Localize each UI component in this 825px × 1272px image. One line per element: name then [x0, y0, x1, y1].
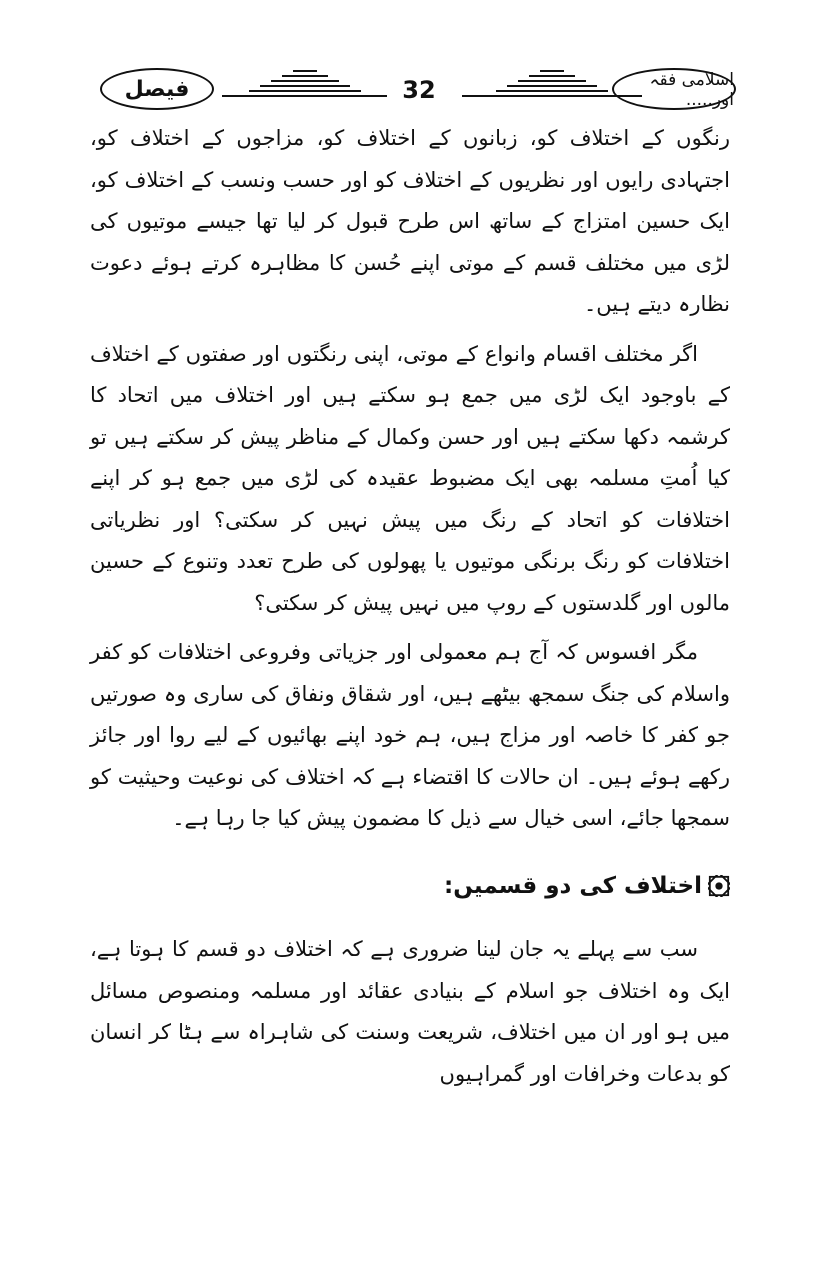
section-heading-text: اختلاف کی دو قسمیں: [444, 872, 702, 899]
decorative-rule-left [222, 70, 387, 100]
section-heading [90, 866, 730, 908]
paragraph: اگر مختلف اقسام وانواع کے موتی، اپنی رنگتوں اور صفتوں کے اختلاف کے باوجود ایک لڑی میں جمع ہو سکتے ہیں اور اختلاف میں اتحاد کا کرشمہ دکھا سکتے ہیں اور حسن وکمال کے مناظر پیش کر سکتے ہیں تو کیا اُمتِ مسلمہ بھی ایک مضبوط عقیدہ کی لڑی میں جمع ہو کر اپنے اختلافات کو اتحاد کے رنگ میں پیش نہیں کر سکتی؟ اور نظریاتی اختلافات کو رنگ برنگی موتیوں یا پھولوں کی طرح تعدد وتنوع کے حسین مالوں اور گلدستوں کے روپ میں نہیں پیش کر سکتی؟ [90, 341, 730, 615]
chapter-label: فیصل [124, 76, 190, 102]
paragraph: مگر افسوس کہ آج ہم معمولی اور جزیاتی وفروعی اختلافات کو کفر واسلام کی جنگ سمجھ بیٹھے ہیں، اور شقاق ونفاق کی ساری وہ صورتیں جو کفر کا خاصہ اور مزاج ہیں، ہم خود اپنے بھائیوں کے لیے روا اور جائز رکھے ہوئے ہیں۔ ان حالات کا اقتضاء ہے کہ اختلاف کی نوعیت وحیثیت کو سمجھا جائے، اسی خیال سے ذیل کا مضمون پیش کیا جا رہا ہے۔ [90, 640, 730, 830]
page-body [90, 118, 730, 1103]
paragraph: سب سے پہلے یہ جان لینا ضروری ہے کہ اختلاف دو قسم کا ہوتا ہے، ایک وہ اختلاف جو اسلام کے بنیادی عقائد اور مسلمہ ومنصوص مسائل میں ہو اور ان میں اختلاف، شریعت وسنت کی شاہراہ سے ہٹا کر انسان کو بدعات وخرافات اور گمراہیوں [90, 937, 730, 1086]
flower-ornament-icon [708, 875, 730, 897]
decorative-rule-right [462, 70, 642, 100]
page-header [0, 0, 825, 125]
chapter-badge [100, 68, 214, 110]
paragraph: رنگوں کے اختلاف کو، زبانوں کے اختلاف کو، مزاجوں کے اختلاف کو، اجتہادی رایوں اور نظریوں کے اختلاف کو اور حسب ونسب کے اختلاف کو، ایک حسین امتزاج کے ساتھ اس طرح قبول کر لیا تھا جیسے موتیوں کی لڑی میں مختلف قسم کے موتی اپنے حُسن کا مظاہرہ کرتے ہوئے دعوت نظارہ دیتے ہیں۔ [90, 126, 730, 316]
page-number: 32 [402, 76, 436, 104]
book-title: اسلامی فقہ اور..... [649, 69, 734, 110]
